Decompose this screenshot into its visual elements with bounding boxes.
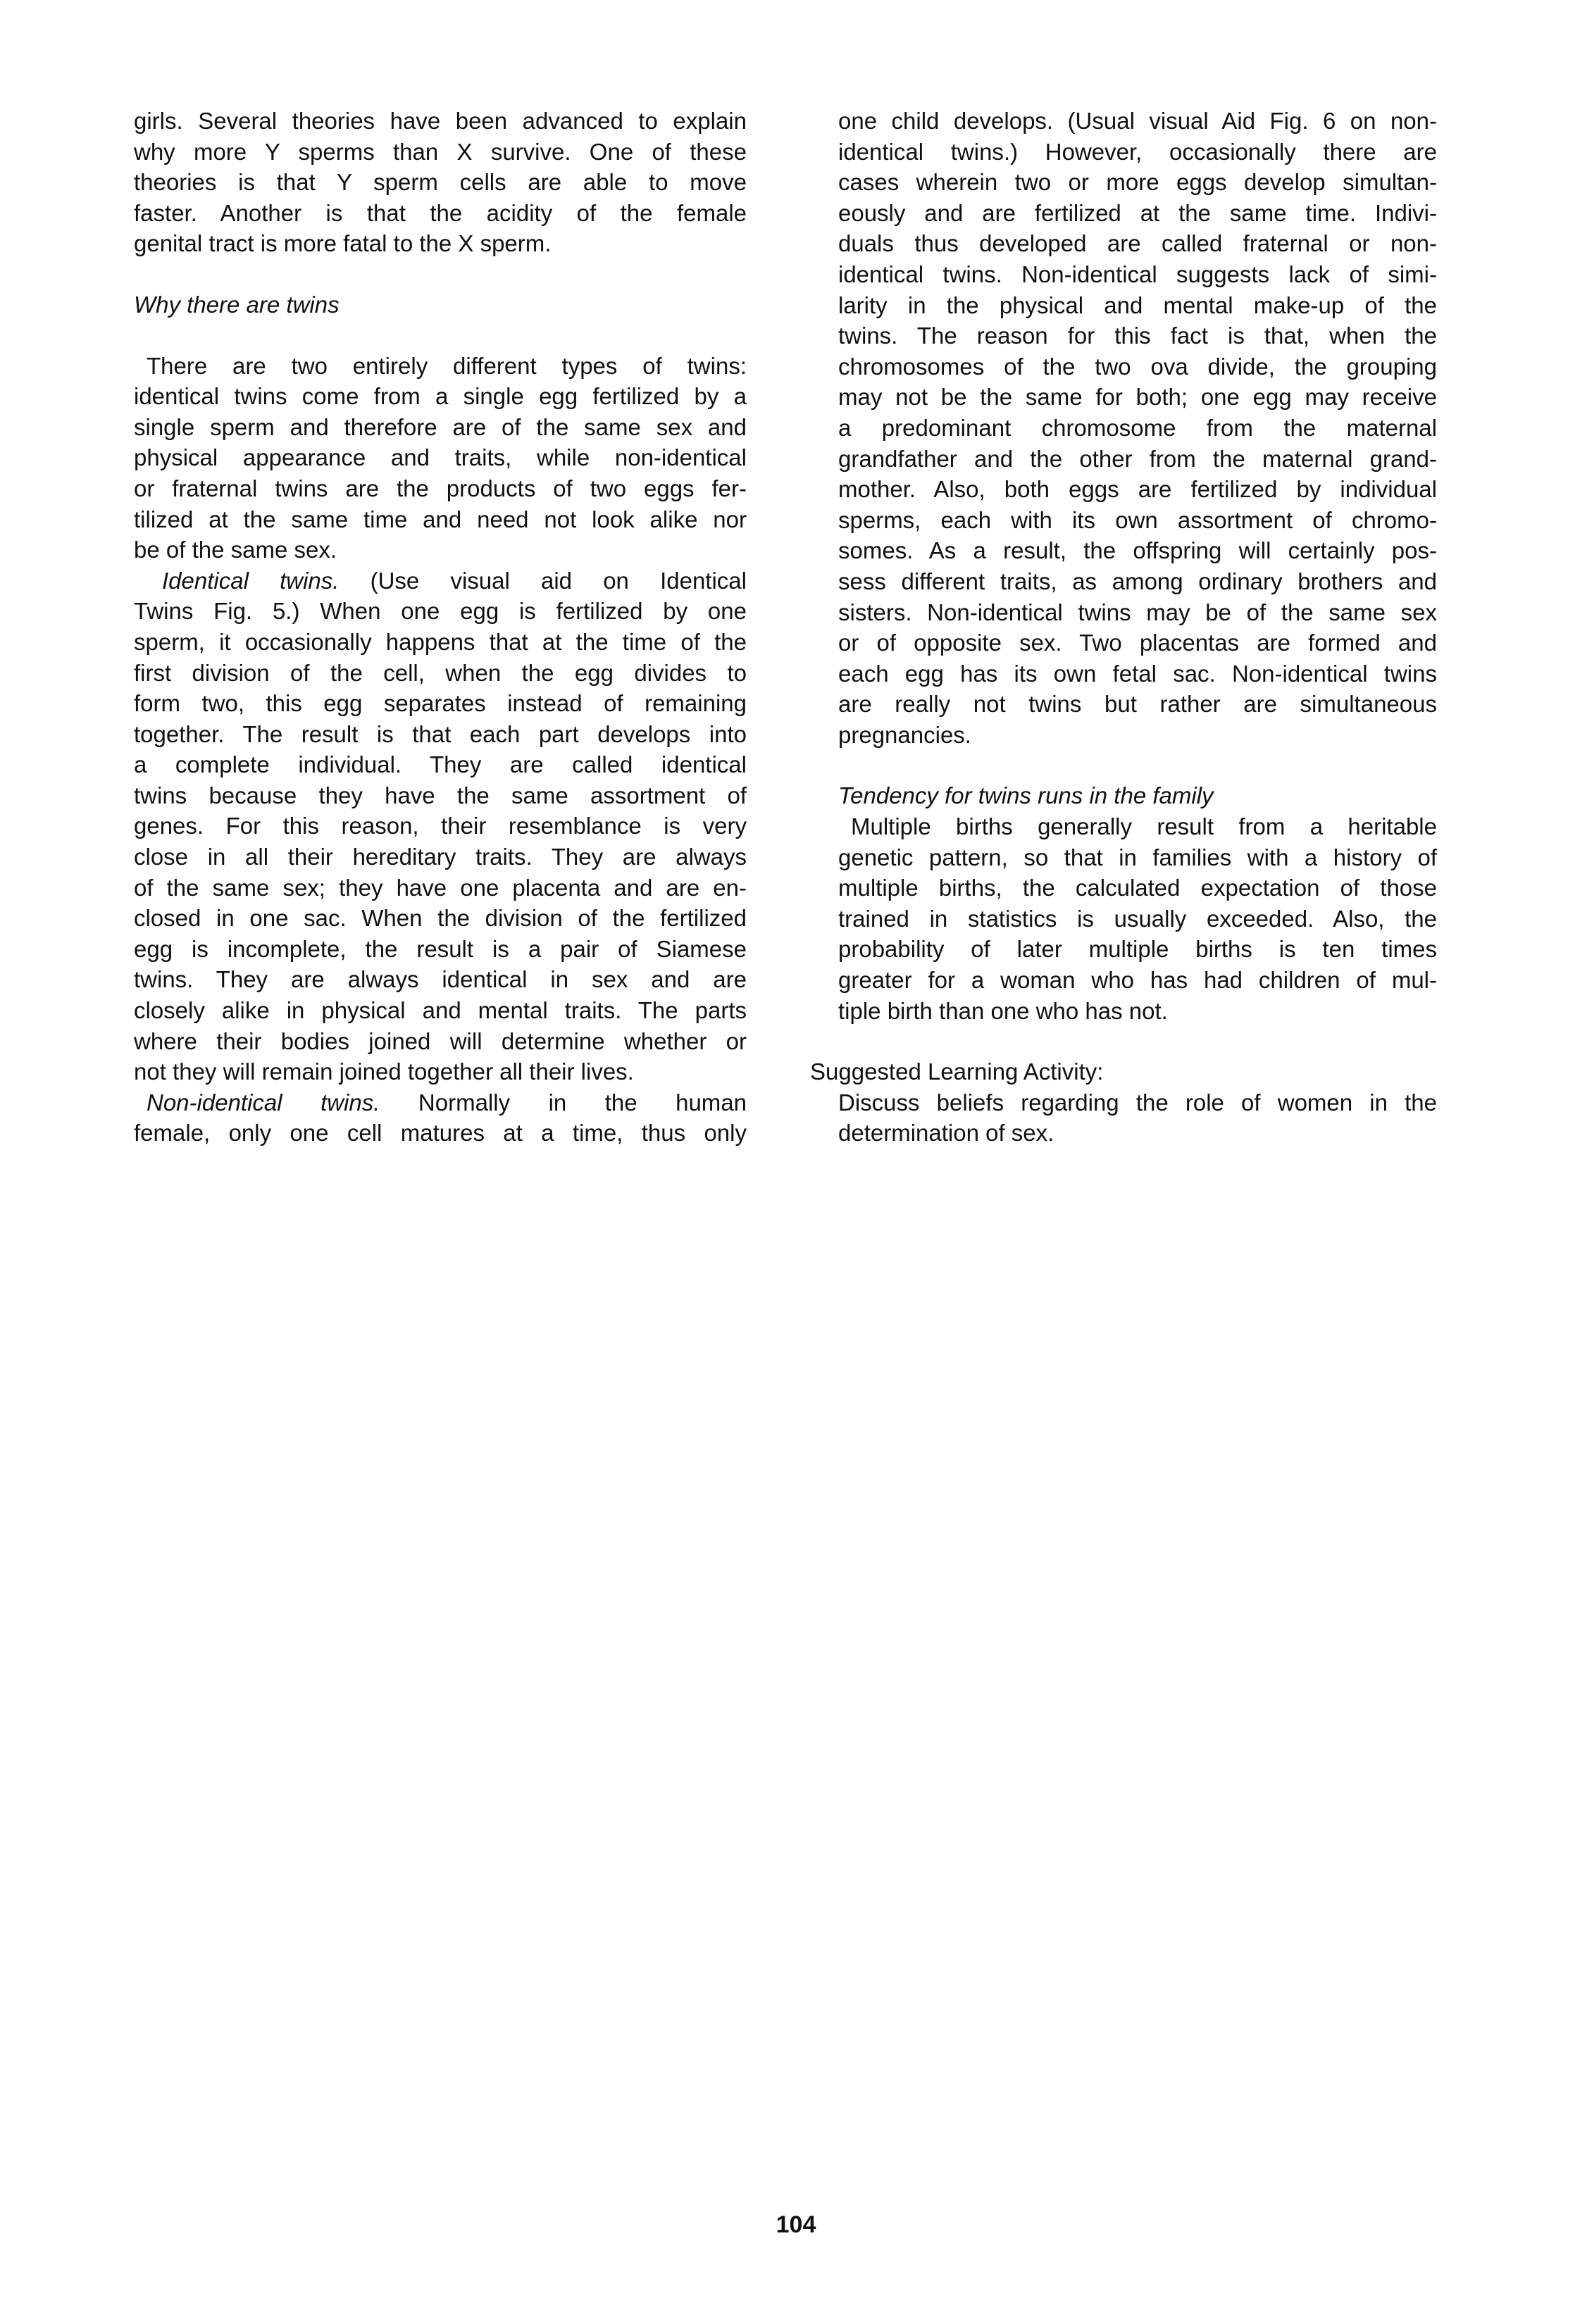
text-line: theories is that Y sperm cells are able to move <box>134 169 747 196</box>
nonidentical-twins-paragraph-start <box>134 1087 747 1149</box>
page-number: 104 <box>776 2211 816 2238</box>
text-line: determination of sex. <box>838 1120 1054 1147</box>
text-line: a complete individual. They are called identical <box>134 751 747 778</box>
text-line: genetic pattern, so that in families with a history of <box>838 844 1437 870</box>
text-line <box>134 566 747 596</box>
text-line: Multiple births generally result from a heritable <box>851 813 1437 840</box>
text-line <box>134 1087 747 1118</box>
text-line: somes. As a result, the offspring will certainly pos- <box>838 537 1437 564</box>
text-line: why more Y sperms than X survive. One of these <box>134 138 747 165</box>
text-line: sperm, it occasionally happens that at the time of the <box>134 628 747 655</box>
text-line: or fraternal twins are the products of two eggs fer- <box>134 475 747 501</box>
text-line: first division of the cell, when the egg divides to <box>134 659 747 686</box>
text-line: faster. Another is that the acidity of the female <box>134 199 747 226</box>
text-run: (Use visual aid on Identical <box>339 567 747 594</box>
text-line: genital tract is more fatal to the X sperm. <box>134 230 552 257</box>
text-line: identical twins come from a single egg fertilized by a <box>134 383 747 410</box>
text-line: twins. They are always identical in sex and are <box>134 966 747 993</box>
text-line: probability of later multiple births is ten times <box>838 936 1437 963</box>
text-line: sperms, each with its own assortment of chromo- <box>838 506 1437 533</box>
activity-paragraph <box>838 1087 1437 1149</box>
text-line: pregnancies. <box>838 721 971 748</box>
text-line: Discuss beliefs regarding the role of women in the <box>838 1089 1437 1116</box>
text-line: sess different traits, as among ordinary brothers and <box>838 568 1437 594</box>
text-line: larity in the physical and mental make-up of the <box>838 292 1437 318</box>
text-line: physical appearance and traits, while non-identical <box>134 444 747 471</box>
text-line: grandfather and the other from the maternal grand- <box>838 445 1437 472</box>
text-line: single sperm and therefore are of the same sex and <box>134 413 747 440</box>
text-line: Twins Fig. 5.) When one egg is fertilized by one <box>134 598 747 625</box>
text-line: identical twins.) However, occasionally there are <box>838 138 1437 165</box>
text-line: closed in one sac. When the division of the fertilized <box>134 905 747 932</box>
nonidentical-twins-term: Non-identical twins. <box>147 1089 380 1116</box>
text-line: or of opposite sex. Two placentas are formed and <box>838 630 1437 656</box>
nonidentical-twins-paragraph-cont <box>838 106 1437 750</box>
text-line: twins because they have the same assortment of <box>134 782 747 808</box>
intro-paragraph <box>134 106 747 259</box>
twins-types-paragraph <box>134 351 747 566</box>
text-line: may not be the same for both; one egg may receive <box>838 384 1437 411</box>
text-line: identical twins. Non-identical suggests lack of simi- <box>838 261 1437 287</box>
text-line: close in all their hereditary traits. They are always <box>134 844 747 870</box>
text-line: mother. Also, both eggs are fertilized by individual <box>838 476 1437 503</box>
text-line: chromosomes of the two ova divide, the grouping <box>838 353 1437 380</box>
text-line: trained in statistics is usually exceeded. Also, the <box>838 905 1437 932</box>
text-line: not they will remain joined together all their lives. <box>134 1058 634 1085</box>
text-line: sisters. Non-identical twins may be of the same sex <box>838 599 1437 625</box>
section-heading-tendency: Tendency for twins runs in the family <box>838 782 1214 809</box>
text-line: egg is incomplete, the result is a pair of Siamese <box>134 935 747 962</box>
text-line: of the same sex; they have one placenta and are en- <box>134 874 747 901</box>
text-line: together. The result is that each part develops into <box>134 720 747 747</box>
text-line: multiple births, the calculated expectation of those <box>838 875 1437 901</box>
tendency-paragraph <box>838 811 1437 1026</box>
right-column <box>810 106 1437 1149</box>
text-line: form two, this egg separates instead of remaining <box>134 690 747 717</box>
text-line: each egg has its own fetal sac. Non-identical twins <box>838 660 1437 687</box>
identical-twins-term: Identical twins. <box>162 567 340 594</box>
text-line: a predominant chromosome from the maternal <box>838 414 1437 441</box>
text-line: eously and are fertilized at the same time. Indivi- <box>838 199 1437 226</box>
text-line: are really not twins but rather are simultaneous <box>838 691 1437 718</box>
text-line: genes. For this reason, their resemblance is very <box>134 813 747 839</box>
text-line: greater for a woman who has had children of mul- <box>838 967 1437 994</box>
text-line: tilized at the same time and need not look alike nor <box>134 506 747 532</box>
text-line: be of the same sex. <box>134 537 337 563</box>
section-heading-learning-activity: Suggested Learning Activity: <box>810 1058 1104 1085</box>
identical-twins-paragraph <box>134 566 747 1087</box>
text-line: female, only one cell matures at a time, thus only <box>134 1120 747 1147</box>
section-heading-why-twins: Why there are twins <box>134 291 340 318</box>
text-line: duals thus developed are called fraternal or non- <box>838 230 1437 257</box>
text-run: Normally in the human <box>380 1089 747 1116</box>
text-line: closely alike in physical and mental traits. The parts <box>134 997 747 1024</box>
text-line: tiple birth than one who has not. <box>838 997 1168 1024</box>
left-column <box>134 106 747 1149</box>
text-line: twins. The reason for this fact is that, when the <box>838 323 1437 349</box>
text-line: where their bodies joined will determine whether or <box>134 1027 747 1054</box>
text-line: girls. Several theories have been advanced to explain <box>134 108 747 134</box>
text-line: There are two entirely different types of twins: <box>147 352 747 379</box>
text-line: one child develops. (Usual visual Aid Fig. 6 on non- <box>838 108 1437 134</box>
text-line: cases wherein two or more eggs develop simultan- <box>838 169 1437 196</box>
